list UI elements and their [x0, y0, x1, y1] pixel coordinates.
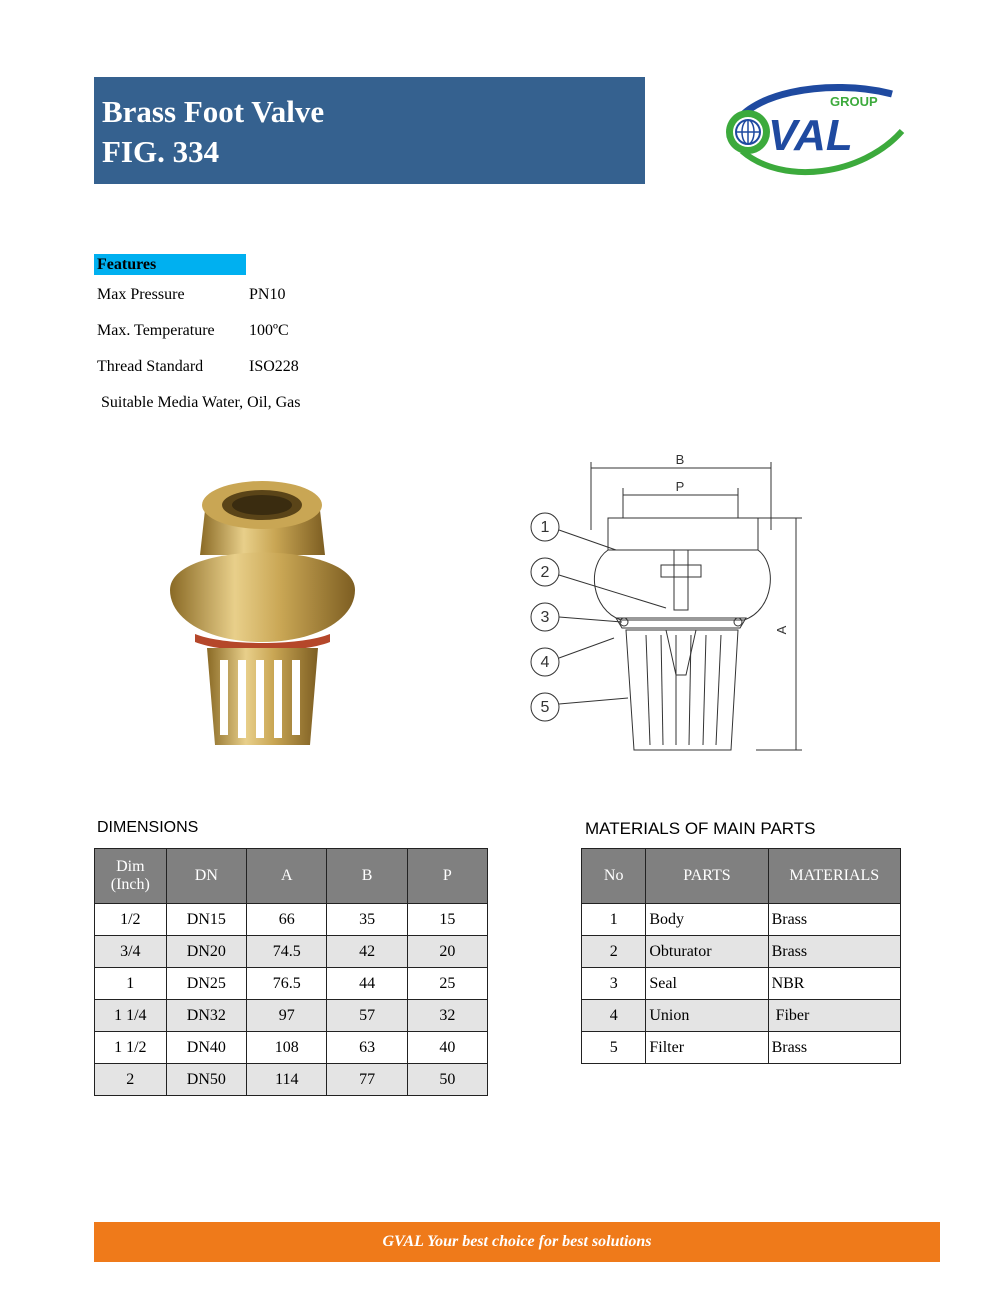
- column-header: A: [247, 849, 327, 904]
- table-row: [582, 1000, 901, 1032]
- logo-group-text: GROUP: [830, 94, 878, 109]
- table-cell: 35: [327, 904, 407, 936]
- table-header-row: [582, 849, 901, 904]
- table-cell: 97: [247, 1000, 327, 1032]
- feature-label: Max. Temperature: [97, 322, 215, 339]
- table-cell: DN20: [166, 936, 247, 968]
- table-cell: 76.5: [247, 968, 327, 1000]
- table-cell: 40: [407, 1032, 487, 1064]
- table-cell: 15: [407, 904, 487, 936]
- table-cell: 3/4: [95, 936, 167, 968]
- table-row: [95, 1000, 488, 1032]
- title-banner: [94, 77, 645, 184]
- table-cell: 25: [407, 968, 487, 1000]
- dimension-label-b: B: [675, 452, 685, 467]
- materials-table: [581, 848, 901, 1064]
- gval-logo: [712, 76, 908, 188]
- callout-3: 3: [540, 609, 550, 626]
- table-cell: 1 1/2: [95, 1032, 167, 1064]
- column-header: No: [582, 849, 646, 904]
- dimensions-caption: DIMENSIONS: [97, 819, 199, 836]
- table-header-row: [95, 849, 488, 904]
- table-cell: 66: [247, 904, 327, 936]
- table-row: [95, 936, 488, 968]
- column-header: DN: [166, 849, 247, 904]
- table-row: [95, 968, 488, 1000]
- callout-2: 2: [540, 564, 550, 581]
- table-cell: Union: [646, 1000, 768, 1032]
- table-cell: Filter: [646, 1032, 768, 1064]
- product-title: Brass Foot Valve: [102, 94, 325, 129]
- table-row: [95, 904, 488, 936]
- table-cell: 2: [582, 936, 646, 968]
- footer-slogan: GVAL Your best choice for best solutions: [94, 1222, 940, 1262]
- table-cell: 114: [247, 1064, 327, 1096]
- table-cell: Fiber: [768, 1000, 900, 1032]
- table-cell: 77: [327, 1064, 407, 1096]
- table-cell: 63: [327, 1032, 407, 1064]
- table-row: [95, 1032, 488, 1064]
- table-cell: 3: [582, 968, 646, 1000]
- feature-value: 100ºC: [249, 322, 289, 339]
- callout-4: 4: [540, 654, 550, 671]
- table-cell: Obturator: [646, 936, 768, 968]
- table-cell: DN25: [166, 968, 247, 1000]
- table-cell: DN40: [166, 1032, 247, 1064]
- callout-1: 1: [540, 519, 550, 536]
- table-cell: 1 1/4: [95, 1000, 167, 1032]
- table-row: [582, 968, 901, 1000]
- feature-value: PN10: [249, 286, 286, 303]
- table-cell: 1: [582, 904, 646, 936]
- materials-caption: MATERIALS OF MAIN PARTS: [585, 819, 816, 838]
- table-cell: DN32: [166, 1000, 247, 1032]
- table-row: [582, 904, 901, 936]
- table-cell: 44: [327, 968, 407, 1000]
- technical-drawing: [516, 450, 806, 760]
- logo-name-text: VAL: [768, 111, 853, 160]
- column-header: P: [407, 849, 487, 904]
- table-cell: 1/2: [95, 904, 167, 936]
- table-cell: Seal: [646, 968, 768, 1000]
- table-row: [582, 1032, 901, 1064]
- table-cell: 74.5: [247, 936, 327, 968]
- table-cell: NBR: [768, 968, 900, 1000]
- feature-label: Max Pressure: [97, 286, 185, 303]
- suitable-media: Suitable Media Water, Oil, Gas: [101, 394, 301, 411]
- table-cell: 50: [407, 1064, 487, 1096]
- callout-5: 5: [540, 699, 550, 716]
- table-cell: Brass: [768, 904, 900, 936]
- column-header: PARTS: [646, 849, 768, 904]
- table-cell: 32: [407, 1000, 487, 1032]
- table-cell: 57: [327, 1000, 407, 1032]
- feature-value: ISO228: [249, 358, 299, 375]
- column-header: B: [327, 849, 407, 904]
- table-cell: DN50: [166, 1064, 247, 1096]
- table-cell: 2: [95, 1064, 167, 1096]
- table-cell: 4: [582, 1000, 646, 1032]
- dimensions-table: [94, 848, 488, 1096]
- column-header: MATERIALS: [768, 849, 900, 904]
- product-photo: [165, 470, 360, 755]
- table-cell: Brass: [768, 1032, 900, 1064]
- table-cell: 108: [247, 1032, 327, 1064]
- table-row: [582, 936, 901, 968]
- figure-number: FIG. 334: [102, 134, 220, 169]
- feature-label: Thread Standard: [97, 358, 204, 375]
- table-cell: DN15: [166, 904, 247, 936]
- dimension-label-a: A: [774, 625, 789, 635]
- table-cell: 1: [95, 968, 167, 1000]
- table-cell: Brass: [768, 936, 900, 968]
- features-heading: Features: [94, 254, 246, 275]
- column-header: Dim (Inch): [95, 849, 167, 904]
- table-cell: Body: [646, 904, 768, 936]
- table-cell: 5: [582, 1032, 646, 1064]
- table-row: [95, 1064, 488, 1096]
- table-cell: 42: [327, 936, 407, 968]
- dimension-label-p: P: [675, 479, 685, 494]
- table-cell: 20: [407, 936, 487, 968]
